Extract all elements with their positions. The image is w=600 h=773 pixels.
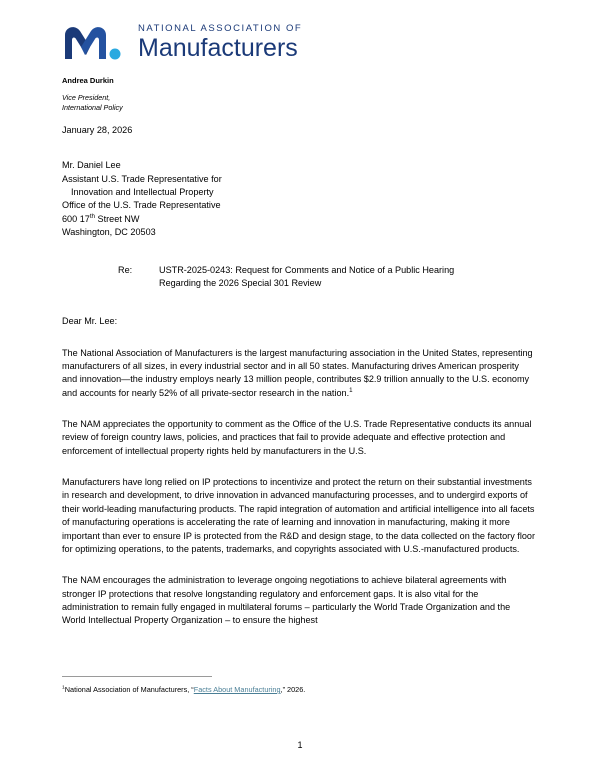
nam-m-logo-icon — [62, 22, 124, 62]
paragraph-3: Manufacturers have long relied on IP protections to incentivize and protect the return on their substantial investments in research and development, to drive innovation in advanced manufacturing processes, and to undergird exports of their world-leading manufacturing products. The rapid integration of automation and artificial intelligence into all facets of manufacturing operations is accelerating the rate of learning and innovation in manufacturing, making it more important than ever to ensure IP is protected from the R&D and design stage, to the data collected on the factory floor for optimizing operations, to the patents, trademarks, and copyrights associated with U.S.-manufactured products. — [62, 477, 535, 554]
footnote-separator — [62, 676, 212, 677]
footnote-text-after: ,” 2026. — [280, 685, 306, 694]
sender-title-line-2: International Policy — [62, 103, 123, 113]
recipient-line-5 — [62, 213, 536, 226]
facts-about-manufacturing-link[interactable]: Facts About Manufacturing — [193, 685, 281, 694]
recipient-street-number: 600 17 — [62, 213, 90, 224]
re-subject — [159, 264, 536, 291]
recipient-line-3: Innovation and Intellectual Property — [71, 187, 214, 198]
recipient-line-2: Assistant U.S. Trade Representative for — [62, 173, 222, 184]
nam-wordmark — [138, 22, 302, 61]
page-number: 1 — [297, 740, 303, 750]
recipient-line-1: Mr. Daniel Lee — [62, 160, 121, 171]
footnote-1 — [62, 685, 536, 695]
sender-title — [62, 93, 542, 114]
recipient-address-block — [62, 159, 536, 239]
letter-date: January 28, 2026 — [62, 125, 133, 135]
re-subject-line-2: Regarding the 2026 Special 301 Review — [159, 277, 322, 288]
paragraph-1 — [62, 347, 536, 400]
org-name-main: Manufacturers — [138, 33, 298, 62]
sender-name: Andrea Durkin — [62, 76, 114, 85]
footnote-marker: 1 — [62, 685, 65, 691]
recipient-line-4: Office of the U.S. Trade Representative — [62, 200, 221, 211]
recipient-line-6: Washington, DC 20503 — [62, 227, 156, 238]
ordinal-suffix: th — [89, 212, 95, 220]
paragraph-2: The NAM appreciates the opportunity to comment as the Office of the U.S. Trade Representative conducts its annual review of foreign country laws, policies, and practices that fail to provide adequate and effective protection and enforcement of intellectual property rights held by manufacturers in the U.S. — [62, 419, 532, 456]
re-subject-line-1: USTR-2025-0243: Request for Comments and Notice of a Public Hearing — [159, 264, 455, 275]
footnote-text-before: National Association of Manufacturers, “ — [64, 685, 194, 694]
letterhead — [62, 22, 542, 114]
salutation: Dear Mr. Lee: — [62, 316, 118, 327]
paragraph-4: The NAM encourages the administration to leverage ongoing negotiations to achieve bilateral agreements with stronger IP protections that resolve longstanding regulatory and enforcement gaps. It is also vital for the administration to remain fully engaged in multilateral forums – particularly the World Trade Organization and the World Intellectual Property Organization – to ensure the highest — [62, 575, 511, 626]
sender-title-line-1: Vice President, — [62, 92, 111, 102]
re-label: Re: — [118, 264, 133, 275]
org-name-top: NATIONAL ASSOCIATION OF — [138, 23, 303, 34]
re-block — [62, 264, 536, 291]
recipient-street-name: Street NW — [94, 213, 140, 224]
paragraph-1-text: The National Association of Manufacturers is the largest manufacturing association in the United States, representing manufacturers of all sizes, in every industrial sector and in all 50 states. Manufacturing drives American prosperity and innovation—the industry employs nearly 13 million people, contributes $2.9 trillion annually to the U.S. economy and accounts for nearly 52% of all private-sector research in the nation. — [62, 347, 533, 398]
letter-body — [62, 124, 536, 637]
footnote-reference-1: 1 — [349, 386, 353, 394]
footnote-area — [62, 676, 536, 695]
logo-dot-icon — [110, 49, 121, 60]
nam-logo — [62, 22, 542, 62]
